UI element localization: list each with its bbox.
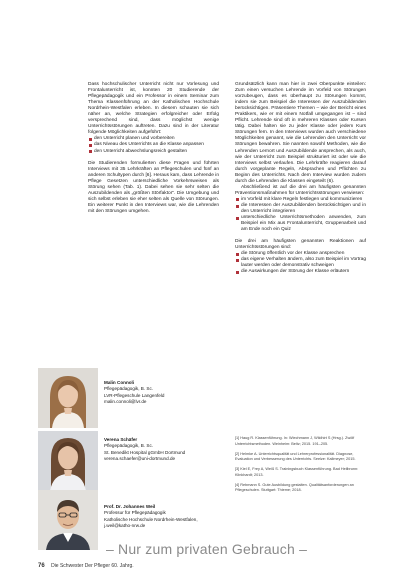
author-detail: Katholische Hochschule Nordrhein-Westfalen, (104, 516, 198, 522)
list-item: die Störung öffentlich vor der Klasse ansprechen (235, 251, 366, 257)
reference-item: [4] Rebmann S. Gute Ausbildung gestalten. Qualitätsanforderungen an Pflegeschulen. Stuttgart: Thieme; 2018. (235, 482, 354, 492)
list-item: die Interessen der Auszubildenden berücksichtigen und in den Unterricht integrieren (235, 203, 366, 215)
left-paragraph-1: Dass hochschulischer Unterricht nicht nur Vorlesung und Frontalunterricht ist, konnten 20 Studierende der Pflegepädagogik und ein Professor in einem Seminar zum Thema Klassenführung an der Katholischen Hochschule Nordrhein-Westfalen erleben. In diesem schauten sie sich näher an, welche Strategien erfolgreicher oder Erfolg versprechend sind, dass möglichst wenige Unterrichtsstörungen auftreten. Dazu sind in der Literatur folgende Möglichkeiten aufgeführt: (88, 82, 219, 136)
list-item: den Unterricht abwechslungsreich gestalten (88, 149, 219, 155)
author-detail: Pflegepädagogik, B. Sc. (104, 443, 154, 449)
reference-item: [3] Kiel E, Frey A, Weiß S. Trainingsbuch Klassenführung. Bad Heilbrunn: Klinkhardt; 2013. (235, 467, 359, 477)
author-photo (38, 368, 98, 428)
prevention-list (235, 197, 366, 233)
list-item: im Vorfeld mit klare Regeln festlegen und kommunizieren (235, 197, 366, 203)
author-info (104, 380, 164, 405)
list-item: das Niveau des Unterrichts an die Klasse anpassen (88, 142, 219, 148)
list-item: das eigene Verhalten ändern, also zum Beispiel im Vortrag lauter werden oder demonstrativ schweigen (235, 257, 366, 269)
author-name: Verena Schäfer (104, 437, 138, 442)
references (235, 436, 370, 498)
left-paragraph-2: Die Studierenden formulierten diese Fragen und führten Interviews mit 35 Lehrkräften an Pflegeschulen und fünf an anderen Schultypen durch [6]. Heraus kam, dass Lehrende in Pflege Gesetzen unterschiedliche Vorkehrsweisen als Störung sehen (Tab. 1). Dabei sehen sie sehr selten die Auszubildenden als „größten Störfaktor“. Die Umgebung und sich selbst erleben sie eher selten als Quelle von Störungen. Ein weiterer Punkt in den Interviews war, wie die Lehrenden mit den Störungen umgehen. (88, 160, 219, 214)
journal-name: Die Schwester Der Pfleger 60. Jahrg. (51, 563, 134, 569)
author-info (104, 437, 185, 462)
right-paragraph-1: Grundsätzlich kann man hier in zwei Oberpunkte einteilen: Zum einen versuchen Lehrende im Vorfeld von Störungen vorzubeugen, dass es überhaupt zu Störungen kommt, indem sie zum Beispiel die Interessen der Auszubildenden berücksichtigen. Präsentiere Themen – wie der Bericht eines Praktikers, wie er mit einem Notfall umgegangen ist – sind Pflicht. Lehrende sind oft in mehreren Klassen oder Kursen tätig. Dabei halten sie zu jeder Klasse oder jedem Kurs Störungen fern. In den Interviews wurden auch verschiedene Möglichkeiten genannt, wie die Lehrenden den Unterricht vor Störungen bewahren. Sie nannten sowohl Methoden, wie die Lehrenden Lernort und Auszubildende ansprechen, als auch, wie der Unterricht zum Beispiel strukturiert ist oder wie die Interviews selbst verlaufen. Die Lehrkräfte reagieren darauf durch vorgeplante Regeln, Absprachen und Pflichten zu Beginn des Unterrichts. Nach dem Interview wurden zudem durch die Lehrenden die Klassen eingeteilt (6). (235, 82, 366, 184)
author-detail: Pflegepädagogik, B. Sc. (104, 386, 154, 392)
watermark: – Nur zum privaten Gebrauch – (105, 541, 308, 557)
reaction-list (235, 251, 366, 275)
author-name: Malin Connoli (104, 380, 135, 385)
reference-item: [2] Helmke A. Unterrichtsqualität und Lehrerprofessionalität. Diagnose, Evaluation und Verbesserung des Unterrichts. Seelze: Kallmeyer; 2015. (235, 451, 356, 461)
right-text-column (235, 82, 366, 275)
left-bullet-list (88, 136, 219, 154)
right-paragraph-2: Abschließend ist auf die drei am häufigsten genannten Präventionsmaßnahmen für Unterrichtsstörungen verwiesen: (235, 184, 366, 196)
author-detail: LVR-Pflegeschule Langenfeld (104, 392, 165, 398)
page-footer (38, 563, 134, 570)
author-email: malin.connoli@lvr.de (104, 398, 147, 404)
page-number: 76 (38, 563, 45, 569)
author-card (38, 431, 218, 491)
author-card (38, 368, 218, 428)
author-detail: St. Benedikt Hospital gGmbH Dortmund (104, 449, 186, 455)
list-item: unterschiedliche Unterrichtsmethoden anwenden, zum Beispiel ein Mix aus Frontalunterricht, Gruppenarbeit und am Ende noch ein Quiz (235, 215, 366, 233)
author-photo (38, 431, 98, 491)
left-text-column (88, 82, 219, 215)
author-info (104, 504, 198, 529)
list-item: den Unterricht planen und vorbereiten (88, 136, 219, 142)
right-paragraph-3: Die drei am häufigsten genannten Reaktionen auf Unterrichtsstörungen sind: (235, 239, 366, 251)
author-name: Prof. Dr. Johannes Weil (104, 504, 156, 509)
author-email: j.weil@katho-nrw.de (104, 522, 146, 528)
list-item: die Auswirkungen der Störung der Klasse erläutern (235, 269, 366, 275)
reference-item: [1] Haug R. Klassenführung. In: Wiechmann J, Wildhirt S (Hrsg.). Zwölf Unterrichtsmethoden. Weinheim: Beltz; 2015. 191–205. (235, 436, 355, 446)
author-detail: Professur für Pflegepädagogik (104, 510, 166, 516)
author-email: verena.schaefer@uni-dortmund.de (104, 455, 176, 461)
